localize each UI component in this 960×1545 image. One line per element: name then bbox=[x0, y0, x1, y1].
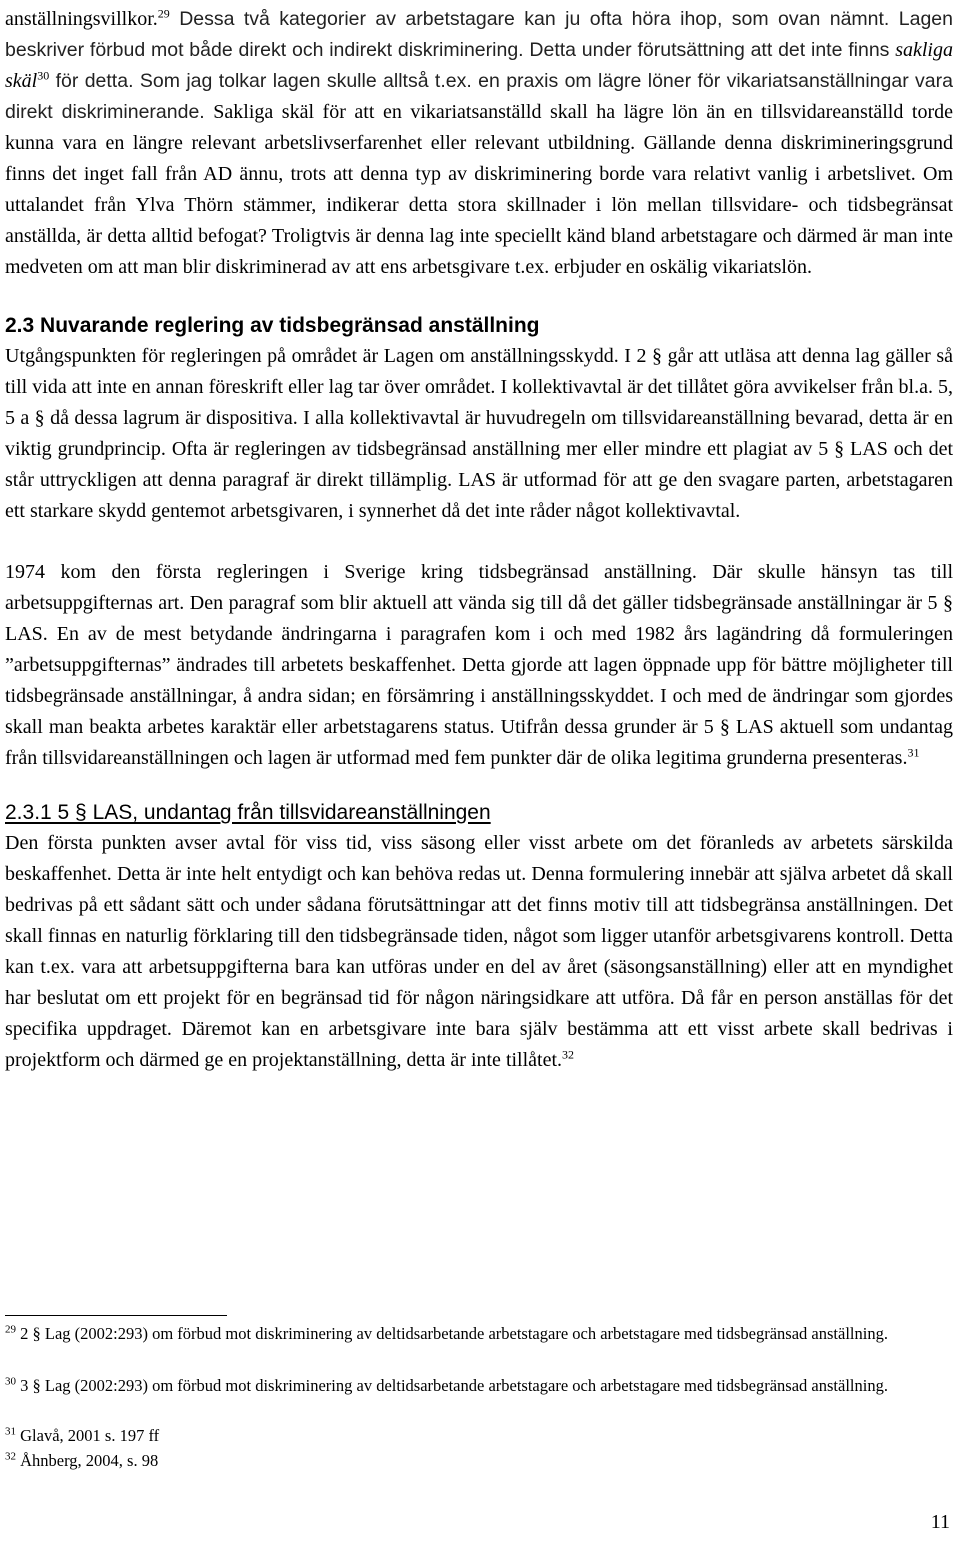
footnote-32 bbox=[5, 1449, 945, 1473]
text-run: Sakliga skäl för att en vikariatsanställd skall ha lägre lön än en tillsvidareanställd torde kunna vara en längre relevant arbetslivserfarenhet eller relevant utbildning. Gällande denna diskrimineringsgrund finns det inget fall från AD ännu, trots att denna typ av diskriminering borde vara relativt vanlig i arbetslivet. Om uttalandet från Ylva Thörn stämmer, indikerar detta stora skillnader i lön mellan tillsvidare- och tidsbegränsat anställda, är detta alltid befogat? Troligtvis är denna lag inte speciellt känd bland arbetstagare och därmed är man inte medveten om att man blir diskriminerad av att ens arbetsgivare t.ex. erbjuder en oskälig vikariatslön. bbox=[5, 101, 953, 278]
footnote-number: 31 bbox=[5, 1425, 16, 1438]
text-run: anställningsvillkor. bbox=[5, 8, 158, 30]
section-heading-2-3-1: 2.3.1 5 § LAS, undantag från tillsvidareanställningen bbox=[5, 801, 491, 824]
paragraph-discrimination bbox=[5, 4, 953, 283]
footnote-30 bbox=[5, 1374, 945, 1398]
footnote-number: 29 bbox=[5, 1323, 16, 1336]
text-run: Dessa två kategorier av arbetstagare kan ju ofta höra ihop, som ovan nämnt. Lagen beskriver förbud mot både direkt och indirekt diskriminering. Detta under förutsättning att det inte finns bbox=[5, 8, 953, 61]
paragraph-current-regulation: Utgångspunkten för regleringen på området är Lagen om anställningsskydd. I 2 § går att utläsa att denna lag gäller så till vida att inte en annan föreskrift eller lag tar över området. I kollektivavtal är det tillåtet göra avvikelser från bl.a. 5, 5 a § då dessa lagrum är dispositiva. I alla kollektivavtal är huvudregeln om tillsvidareanställning bevarad, detta är en viktig grundprincip. Ofta är regleringen av tidsbegränsad anställning mer eller mindre ett plagiat av 5 § LAS och det står uttryckligen att denna paragraf är direkt tillämplig. LAS är utformad för att ge den svagare parten, arbetstagaren ett starkare skydd gentemot arbetsgivaren, i synnerhet då det inte råder något kollektivavtal. bbox=[5, 345, 953, 522]
text-run: Den första punkten avser avtal för viss tid, viss säsong eller visst arbete om det föranleds av arbetets särskilda beskaffenhet. Detta är inte helt entydigt och kan behöva redas ut. Denna formulering innebär att själva arbetet då skall bedrivas på ett sådant sätt och under sådana förutsättningar att det finns motiv till att tidsbegränsa anställningen. Det skall finnas en naturlig förklaring till den tidsbegränsade tiden, något som ligger utanför arbetsgivarens kontroll. Detta kan t.ex. vara att arbetsuppgifterna bara kan utföras under en del av året (säsongsanställning) eller att en myndighet har beslutat om ett projekt för en begränsad tid för någon näringsidkare att utföra. Då får en person anställas för det specifika uppdraget. Däremot kan en arbetsgivare inte bara själv bestämma att ett visst arbete skall bedrivas i projektform och därmed ge en projektanställning, detta är inte tillåtet. bbox=[5, 832, 953, 1071]
footnote-ref-31[interactable]: 31 bbox=[907, 745, 920, 760]
page-number: 11 bbox=[930, 1511, 950, 1533]
emphasis-sakliga-skal: sakliga skäl bbox=[5, 39, 953, 92]
footnote-number: 30 bbox=[5, 1375, 16, 1388]
paragraph-first-point bbox=[5, 828, 953, 1076]
footnote-text: 2 § Lag (2002:293) om förbud mot diskriminering av deltidsarbetande arbetstagare och arbetstagare med tidsbegränsad anställning. bbox=[16, 1324, 888, 1343]
text-run: för detta. Som jag tolkar lagen skulle alltså t.ex. en praxis om lägre löner för vikariatsanställningar vara direkt diskriminerande. bbox=[5, 70, 953, 123]
footnote-ref-32[interactable]: 32 bbox=[562, 1047, 575, 1062]
footnote-ref-29[interactable]: 29 bbox=[157, 6, 170, 21]
footnote-number: 32 bbox=[5, 1450, 16, 1463]
paragraph-history bbox=[5, 557, 953, 774]
footnote-text: Åhnberg, 2004, s. 98 bbox=[16, 1451, 159, 1470]
section-heading-2-3: 2.3 Nuvarande reglering av tidsbegränsad anställning bbox=[5, 314, 540, 337]
footnote-31 bbox=[5, 1424, 945, 1448]
footnote-29 bbox=[5, 1322, 945, 1346]
footnote-text: Glavå, 2001 s. 197 ff bbox=[16, 1426, 160, 1445]
footnote-separator bbox=[5, 1315, 227, 1316]
footnote-text: 3 § Lag (2002:293) om förbud mot diskriminering av deltidsarbetande arbetstagare och arbetstagare med tidsbegränsad anställning. bbox=[16, 1376, 888, 1395]
text-run: 1974 kom den första regleringen i Sverige kring tidsbegränsad anställning. Där skulle hänsyn tas till arbetsuppgifternas art. Den paragraf som blir aktuell att vända sig till då det gäller tidsbegränsade anställningar är 5 § LAS. En av de mest betydande ändringarna i paragrafen kom i och med 1982 års lagändring då formuleringen ”arbetsuppgifternas” ändrades till arbetets beskaffenhet. Detta gjorde att lagen öppnade upp för bättre möjligheter till tidsbegränsade anställningar, å andra sidan; en försämring i anställningsskyddet. I och med de ändringar som gjordes skall man beakta arbetes karaktär eller arbetstagarens status. Utifrån dessa grunder är 5 § LAS aktuell som undantag från tillsvidareanställningen och lagen är utformad med fem punkter där de olika legitima grunderna presenteras. bbox=[5, 561, 953, 769]
footnote-ref-30[interactable]: 30 bbox=[37, 68, 50, 83]
